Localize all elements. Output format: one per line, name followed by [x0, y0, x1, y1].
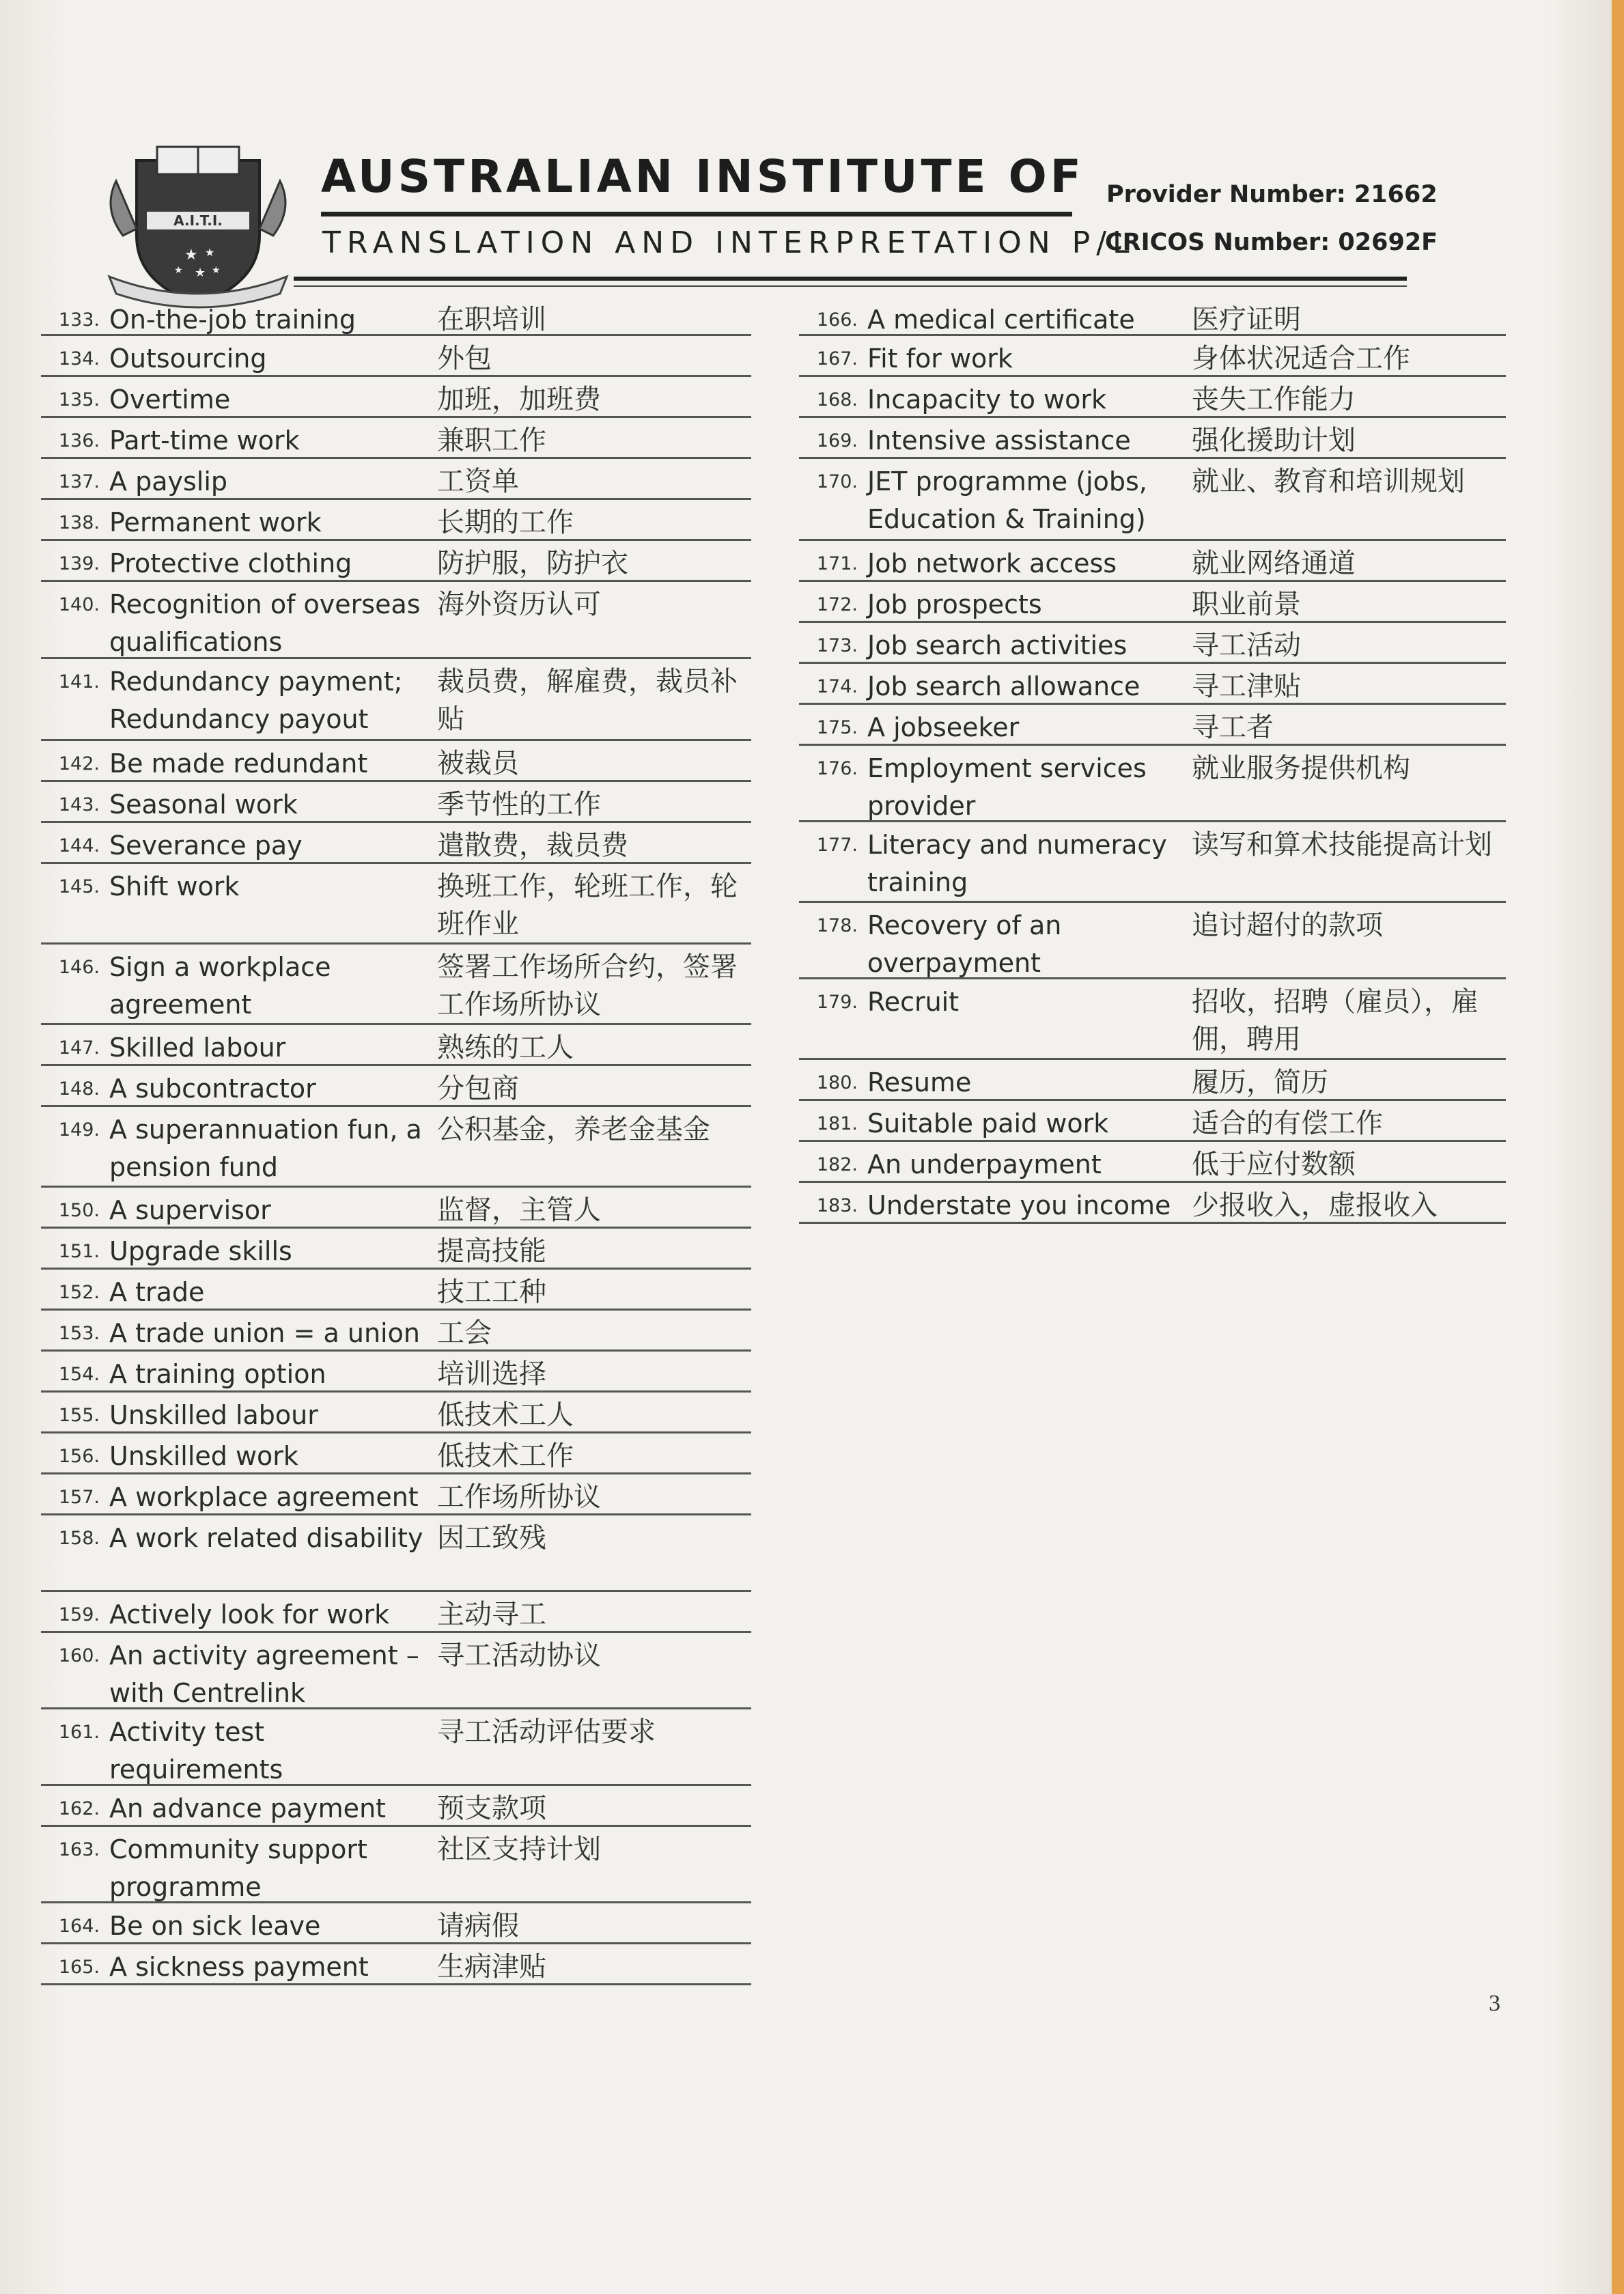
- entry-english: Be on sick leave: [109, 1911, 321, 1941]
- glossary-row: [41, 741, 751, 782]
- entry-chinese: 就业、教育和培训规划: [1192, 466, 1465, 497]
- glossary-row: [41, 1393, 751, 1433]
- glossary-row: [41, 1709, 751, 1786]
- glossary-row: [41, 782, 751, 823]
- institute-crest-logo: [96, 140, 300, 311]
- entry-english: A trade union = a union: [109, 1318, 420, 1348]
- entry-english: An activity agreement – with Centrelink: [109, 1640, 419, 1708]
- glossary-row: [41, 1474, 751, 1515]
- entry-english: A superannuation fun, a pension fund: [109, 1115, 422, 1182]
- entry-number: 166.: [816, 309, 858, 331]
- entry-chinese: 工作场所协议: [437, 1481, 601, 1513]
- entry-chinese: 兼职工作: [437, 425, 546, 456]
- glossary-row: [41, 582, 751, 659]
- entry-english: Community support programme: [109, 1834, 367, 1902]
- svg-text:★: ★: [212, 265, 221, 276]
- entry-chinese: 就业服务提供机构: [1192, 753, 1410, 784]
- entry-english: Resume: [867, 1067, 972, 1097]
- svg-text:★: ★: [195, 266, 206, 280]
- entry-chinese: 因工致残: [437, 1522, 546, 1554]
- entry-chinese: 换班工作，轮班工作，轮班作业: [437, 871, 738, 940]
- entry-number: 143.: [58, 794, 100, 815]
- glossary-right-column: [799, 297, 1506, 1224]
- entry-chinese: 社区支持计划: [437, 1834, 601, 1865]
- glossary-row: [799, 459, 1506, 541]
- entry-english: An advance payment: [109, 1793, 387, 1823]
- glossary-row: [799, 418, 1506, 459]
- entry-english: A workplace agreement: [109, 1482, 419, 1512]
- glossary-row: [41, 1515, 751, 1592]
- entry-chinese: 工会: [437, 1317, 492, 1349]
- entry-english: Incapacity to work: [867, 384, 1106, 415]
- entry-number: 141.: [58, 671, 100, 693]
- entry-number: 172.: [816, 594, 858, 615]
- entry-english: A supervisor: [109, 1195, 271, 1225]
- entry-english: Understate you income: [867, 1190, 1171, 1220]
- entry-number: 165.: [58, 1957, 100, 1978]
- entry-number: 149.: [58, 1119, 100, 1141]
- entry-chinese: 医疗证明: [1192, 304, 1301, 335]
- entry-number: 180.: [816, 1072, 858, 1093]
- glossary-row: [41, 1786, 751, 1827]
- glossary-row: [799, 664, 1506, 705]
- glossary-row: [41, 1188, 751, 1229]
- entry-chinese: 防护服，防护衣: [437, 548, 628, 579]
- entry-english: Job prospects: [867, 589, 1042, 619]
- svg-text:★: ★: [184, 247, 198, 264]
- title-underline: [321, 212, 1072, 216]
- entry-english: JET programme (jobs, Education & Training): [867, 466, 1147, 534]
- header-divider: [294, 277, 1407, 281]
- entry-number: 178.: [816, 915, 858, 936]
- glossary-row: [799, 623, 1506, 664]
- glossary-row: [41, 1903, 751, 1944]
- glossary-row: [799, 582, 1506, 623]
- entry-english: Actively look for work: [109, 1599, 390, 1629]
- entry-chinese: 在职培训: [437, 304, 546, 335]
- glossary-row: [41, 541, 751, 582]
- glossary-row: [41, 1066, 751, 1107]
- entry-chinese: 丧失工作能力: [1192, 384, 1356, 415]
- entry-number: 137.: [58, 471, 100, 492]
- svg-text:★: ★: [205, 246, 215, 259]
- entry-chinese: 少报收入，虚报收入: [1192, 1190, 1438, 1221]
- entry-number: 139.: [58, 553, 100, 574]
- glossary-row: [799, 822, 1506, 903]
- glossary-row: [41, 864, 751, 945]
- glossary-row: [41, 297, 751, 336]
- glossary-row: [41, 945, 751, 1025]
- entry-number: 133.: [58, 309, 100, 331]
- entry-english: Employment services provider: [867, 753, 1147, 821]
- entry-number: 144.: [58, 835, 100, 856]
- glossary-row: [41, 459, 751, 500]
- entry-english: Fit for work: [867, 344, 1013, 374]
- entry-number: 155.: [58, 1405, 100, 1426]
- entry-english: Literacy and numeracy training: [867, 830, 1167, 897]
- entry-number: 150.: [58, 1200, 100, 1221]
- entry-english: Part-time work: [109, 425, 300, 456]
- entry-chinese: 追讨超付的款项: [1192, 910, 1383, 941]
- entry-number: 160.: [58, 1645, 100, 1666]
- entry-chinese: 预支款项: [437, 1793, 546, 1824]
- entry-chinese: 招收，招聘（雇员），雇佣，聘用: [1192, 986, 1479, 1055]
- entry-english: Recovery of an overpayment: [867, 910, 1062, 978]
- entry-number: 173.: [816, 635, 858, 656]
- glossary-row: [41, 418, 751, 459]
- entry-chinese: 裁员费，解雇费，裁员补贴: [437, 666, 738, 735]
- entry-english: Overtime: [109, 384, 231, 415]
- entry-chinese: 被裁员: [437, 748, 519, 779]
- cricos-number: CRICOS Number: 02692F: [1105, 229, 1438, 256]
- entry-number: 179.: [816, 992, 858, 1013]
- entry-english: Unskilled labour: [109, 1400, 318, 1430]
- glossary-row: [41, 1944, 751, 1985]
- glossary-row: [41, 336, 751, 377]
- glossary-row: [799, 1142, 1506, 1183]
- entry-chinese: 职业前景: [1192, 589, 1301, 620]
- glossary-row: [41, 823, 751, 864]
- header-divider-thin: [294, 285, 1407, 287]
- entry-chinese: 工资单: [437, 466, 519, 497]
- entry-chinese: 就业网络通道: [1192, 548, 1356, 579]
- entry-number: 176.: [816, 758, 858, 779]
- entry-english: Permanent work: [109, 507, 322, 537]
- entry-number: 156.: [58, 1446, 100, 1467]
- entry-chinese: 技工工种: [437, 1276, 546, 1308]
- entry-english: Upgrade skills: [109, 1236, 292, 1266]
- entry-english: Be made redundant: [109, 749, 368, 779]
- entry-chinese: 读写和算术技能提高计划: [1192, 829, 1492, 861]
- glossary-row: [799, 541, 1506, 582]
- entry-english: Unskilled work: [109, 1441, 298, 1471]
- entry-english: Shift work: [109, 871, 240, 901]
- glossary-row: [799, 1101, 1506, 1142]
- institute-subtitle: TRANSLATION AND INTERPRETATION P/L: [322, 225, 1136, 260]
- entry-number: 164.: [58, 1916, 100, 1937]
- entry-chinese: 主动寻工: [437, 1599, 546, 1630]
- entry-english: A work related disability: [109, 1523, 423, 1553]
- entry-number: 142.: [58, 753, 100, 774]
- glossary-row: [41, 1270, 751, 1311]
- entry-chinese: 寻工活动: [1192, 630, 1301, 661]
- glossary-row: [41, 377, 751, 418]
- glossary-row: [799, 903, 1506, 979]
- entry-number: 177.: [816, 835, 858, 856]
- glossary-row: [799, 377, 1506, 418]
- glossary-row: [799, 979, 1506, 1060]
- entry-number: 159.: [58, 1604, 100, 1625]
- glossary-row: [799, 1060, 1506, 1101]
- glossary-row: [41, 659, 751, 741]
- entry-number: 168.: [816, 389, 858, 410]
- entry-number: 135.: [58, 389, 100, 410]
- entry-number: 181.: [816, 1113, 858, 1134]
- glossary-row: [799, 336, 1506, 377]
- entry-chinese: 公积基金，养老金基金: [437, 1114, 710, 1145]
- entry-english: A trade: [109, 1277, 205, 1307]
- entry-chinese: 加班，加班费: [437, 384, 601, 415]
- entry-english: A sickness payment: [109, 1952, 369, 1982]
- entry-english: Sign a workplace agreement: [109, 952, 331, 1020]
- glossary-row: [41, 500, 751, 541]
- entry-number: 138.: [58, 512, 100, 533]
- entry-chinese: 海外资历认可: [437, 589, 601, 620]
- entry-chinese: 低技术工作: [437, 1440, 574, 1472]
- entry-number: 162.: [58, 1798, 100, 1819]
- entry-chinese: 低技术工人: [437, 1399, 574, 1431]
- entry-number: 163.: [58, 1839, 100, 1860]
- entry-chinese: 身体状况适合工作: [1192, 343, 1410, 374]
- entry-english: Activity test requirements: [109, 1717, 283, 1785]
- glossary-row: [41, 1229, 751, 1270]
- entry-english: Severance pay: [109, 830, 303, 861]
- institute-name: AUSTRALIAN INSTITUTE OF: [321, 150, 1084, 203]
- entry-english: Seasonal work: [109, 789, 298, 820]
- page-number: 3: [1489, 1991, 1500, 2016]
- entry-english: Recruit: [867, 987, 960, 1017]
- glossary-row: [799, 297, 1506, 336]
- entry-chinese: 履历，简历: [1192, 1067, 1328, 1098]
- entry-number: 136.: [58, 430, 100, 451]
- entry-chinese: 外包: [437, 343, 492, 374]
- entry-english: A jobseeker: [867, 712, 1020, 742]
- entry-chinese: 寻工活动协议: [437, 1640, 601, 1671]
- entry-chinese: 提高技能: [437, 1235, 546, 1267]
- entry-english: Intensive assistance: [867, 425, 1131, 456]
- entry-number: 161.: [58, 1722, 100, 1743]
- glossary-row: [41, 1025, 751, 1066]
- glossary-row: [799, 1183, 1506, 1224]
- entry-number: 175.: [816, 717, 858, 738]
- provider-number: Provider Number: 21662: [1106, 181, 1438, 208]
- entry-number: 183.: [816, 1195, 858, 1216]
- entry-number: 146.: [58, 957, 100, 978]
- entry-number: 140.: [58, 594, 100, 615]
- entry-number: 157.: [58, 1487, 100, 1508]
- entry-chinese: 请病假: [437, 1910, 519, 1942]
- entry-english: Outsourcing: [109, 344, 267, 374]
- entry-number: 148.: [58, 1078, 100, 1100]
- glossary-row: [41, 1107, 751, 1188]
- glossary-row: [799, 746, 1506, 822]
- entry-number: 170.: [816, 471, 858, 492]
- entry-chinese: 遣散费，裁员费: [437, 830, 628, 861]
- glossary-row: [41, 1433, 751, 1474]
- glossary-left-column: [41, 297, 751, 1985]
- entry-english: A payslip: [109, 466, 228, 496]
- glossary-row: [799, 705, 1506, 746]
- entry-english: Job network access: [867, 548, 1117, 578]
- entry-number: 145.: [58, 876, 100, 897]
- entry-chinese: 分包商: [437, 1073, 519, 1104]
- entry-english: On-the-job training: [109, 305, 356, 335]
- entry-number: 182.: [816, 1154, 858, 1175]
- entry-chinese: 熟练的工人: [437, 1032, 574, 1063]
- entry-chinese: 季节性的工作: [437, 789, 601, 820]
- entry-chinese: 签署工作场所合约，签署工作场所协议: [437, 951, 738, 1020]
- glossary-row: [41, 1633, 751, 1709]
- entry-chinese: 生病津贴: [437, 1951, 546, 1983]
- entry-english: Job search activities: [867, 630, 1128, 660]
- entry-number: 158.: [58, 1528, 100, 1549]
- entry-chinese: 寻工津贴: [1192, 671, 1301, 702]
- entry-chinese: 低于应付数额: [1192, 1149, 1356, 1180]
- entry-english: Suitable paid work: [867, 1108, 1109, 1138]
- glossary-row: [41, 1311, 751, 1352]
- entry-number: 174.: [816, 676, 858, 697]
- entry-number: 171.: [816, 553, 858, 574]
- entry-english: Skilled labour: [109, 1033, 286, 1063]
- entry-english: Redundancy payment; Redundancy payout: [109, 667, 403, 734]
- entry-number: 153.: [58, 1323, 100, 1344]
- entry-chinese: 培训选择: [437, 1358, 546, 1390]
- entry-number: 169.: [816, 430, 858, 451]
- entry-english: An underpayment: [867, 1149, 1102, 1179]
- glossary-row: [41, 1827, 751, 1903]
- entry-english: Job search allowance: [867, 671, 1140, 701]
- entry-number: 152.: [58, 1282, 100, 1303]
- entry-english: A medical certificate: [867, 305, 1135, 335]
- entry-chinese: 强化援助计划: [1192, 425, 1356, 456]
- entry-english: A training option: [109, 1359, 326, 1389]
- entry-chinese: 适合的有偿工作: [1192, 1108, 1383, 1139]
- entry-chinese: 寻工者: [1192, 712, 1274, 743]
- entry-number: 147.: [58, 1037, 100, 1059]
- entry-number: 151.: [58, 1241, 100, 1262]
- glossary-row: [41, 1592, 751, 1633]
- entry-chinese: 监督，主管人: [437, 1194, 601, 1226]
- entry-english: Recognition of overseas qualifications: [109, 589, 421, 657]
- entry-chinese: 寻工活动评估要求: [437, 1716, 656, 1748]
- logo-label: A.I.T.I.: [173, 212, 223, 229]
- entry-number: 167.: [816, 348, 858, 369]
- glossary-row: [41, 1352, 751, 1393]
- entry-english: A subcontractor: [109, 1074, 316, 1104]
- entry-number: 154.: [58, 1364, 100, 1385]
- entry-english: Protective clothing: [109, 548, 352, 578]
- entry-chinese: 长期的工作: [437, 507, 574, 538]
- svg-text:★: ★: [174, 265, 183, 276]
- entry-number: 134.: [58, 348, 100, 369]
